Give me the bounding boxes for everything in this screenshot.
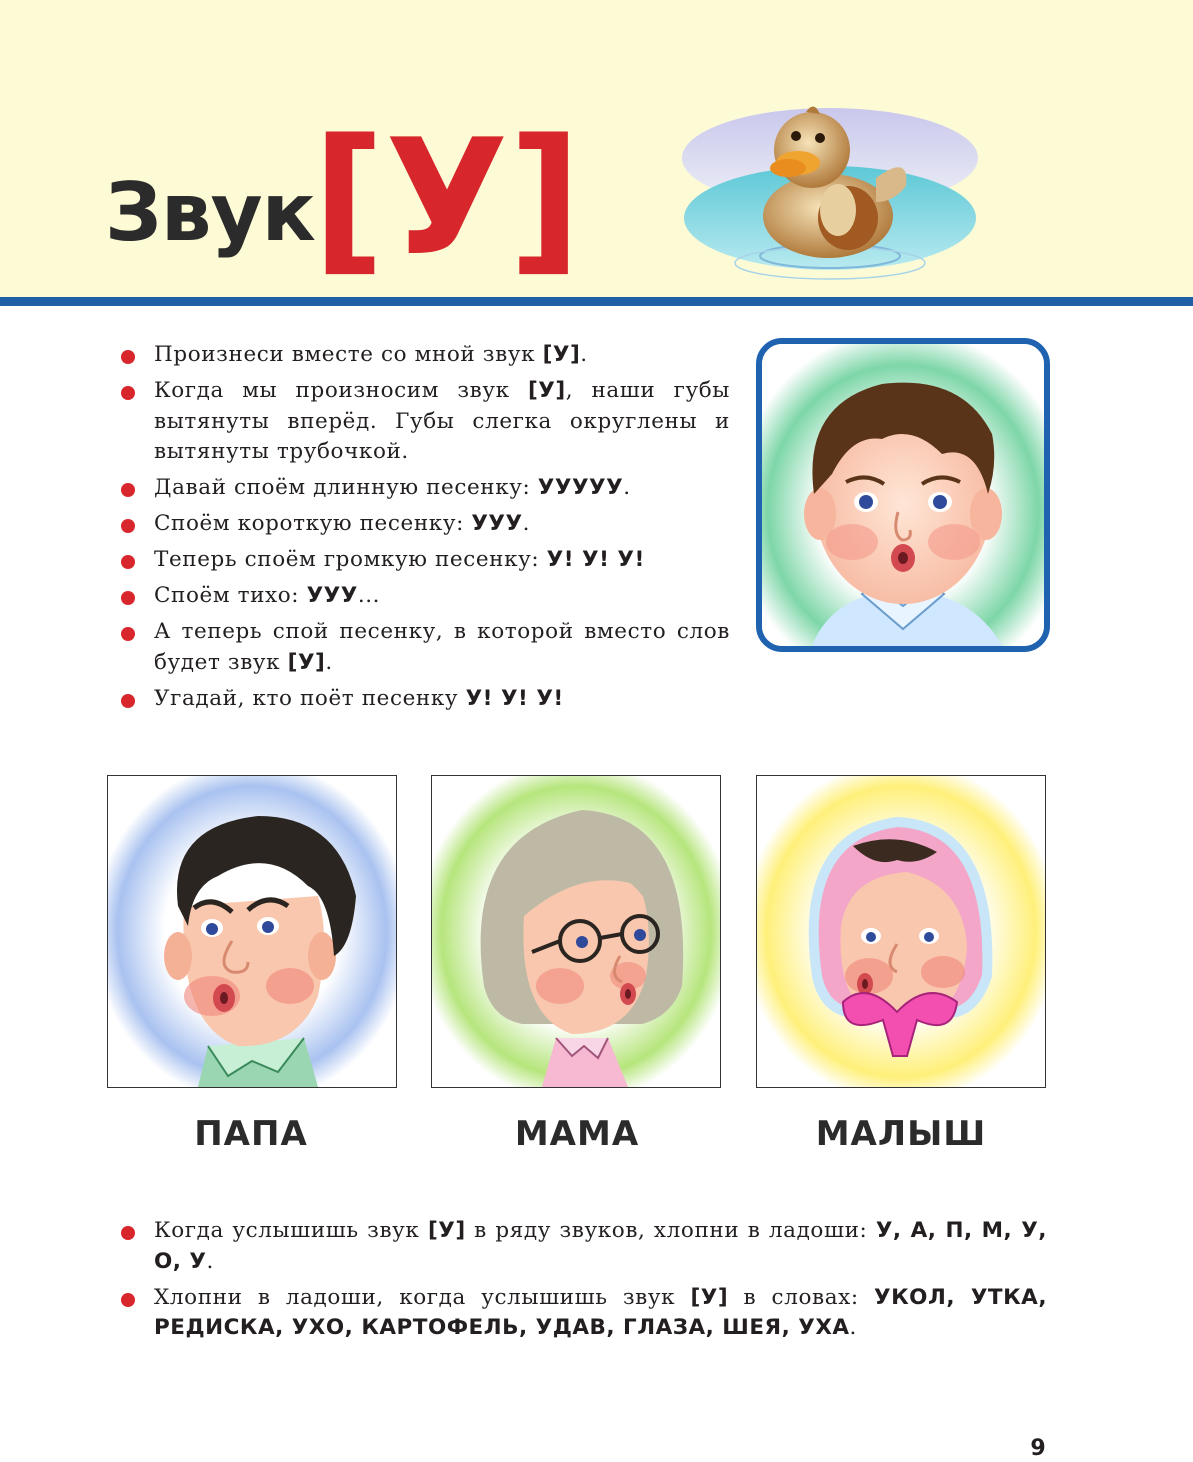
baby-face-illustration [757, 776, 1045, 1087]
list-item: Давай споём длинную песенку: УУУУУ. [107, 473, 730, 504]
exercise-list [107, 1216, 1047, 1349]
list-item: Когда мы произносим звук [У], наши губы вытянуты вперёд. Губы слегка округлены и вытянуты трубочкой. [107, 376, 730, 468]
boy-face-illustration [762, 344, 1044, 646]
card-mama [431, 775, 721, 1088]
bullet-dot-icon [121, 1226, 135, 1240]
bullet-dot-icon [121, 591, 135, 605]
card-malysh [756, 775, 1046, 1088]
bullet-dot-icon [121, 519, 135, 533]
list-item: Споём короткую песенку: УУУ. [107, 509, 730, 540]
bullet-dot-icon [121, 350, 135, 364]
list-item: Хлопни в ладоши, когда услышишь звук [У] в словах: УКОЛ, УТКА, РЕДИСКА, УХО, КАРТОФЕЛЬ, УДАВ, ГЛАЗА, ШЕЯ, УХА. [107, 1283, 1047, 1344]
page-number: 9 [1030, 1436, 1046, 1461]
list-item: Споём тихо: УУУ... [107, 581, 730, 612]
bullet-dot-icon [121, 483, 135, 497]
bullet-dot-icon [121, 386, 135, 400]
list-item: Когда услышишь звук [У] в ряду звуков, хлопни в ладоши: У, А, П, М, У, О, У. [107, 1216, 1047, 1277]
card-label-papa: ПАПА [194, 1114, 308, 1154]
bullet-dot-icon [121, 694, 135, 708]
instruction-list [107, 340, 730, 720]
bullet-dot-icon [121, 627, 135, 641]
bullet-dot-icon [121, 555, 135, 569]
card-papa [107, 775, 397, 1088]
boy-illustration-frame [756, 338, 1050, 652]
list-item: А теперь спой песенку, в которой вместо слов будет звук [У]. [107, 617, 730, 678]
list-item: Теперь споём громкую песенку: У! У! У! [107, 545, 730, 576]
header-divider [0, 297, 1193, 306]
papa-face-illustration [108, 776, 396, 1087]
list-item: Произнеси вместе со мной звук [У]. [107, 340, 730, 371]
page-title-letter: [У] [312, 104, 582, 291]
card-label-mama: МАМА [514, 1114, 640, 1154]
mama-face-illustration [432, 776, 720, 1087]
page-title-word: Звук [105, 166, 315, 259]
list-item: Угадай, кто поёт песенку У! У! У! [107, 684, 730, 715]
card-label-malysh: МАЛЫШ [815, 1114, 987, 1154]
bullet-dot-icon [121, 1293, 135, 1307]
duck-illustration [680, 98, 980, 288]
